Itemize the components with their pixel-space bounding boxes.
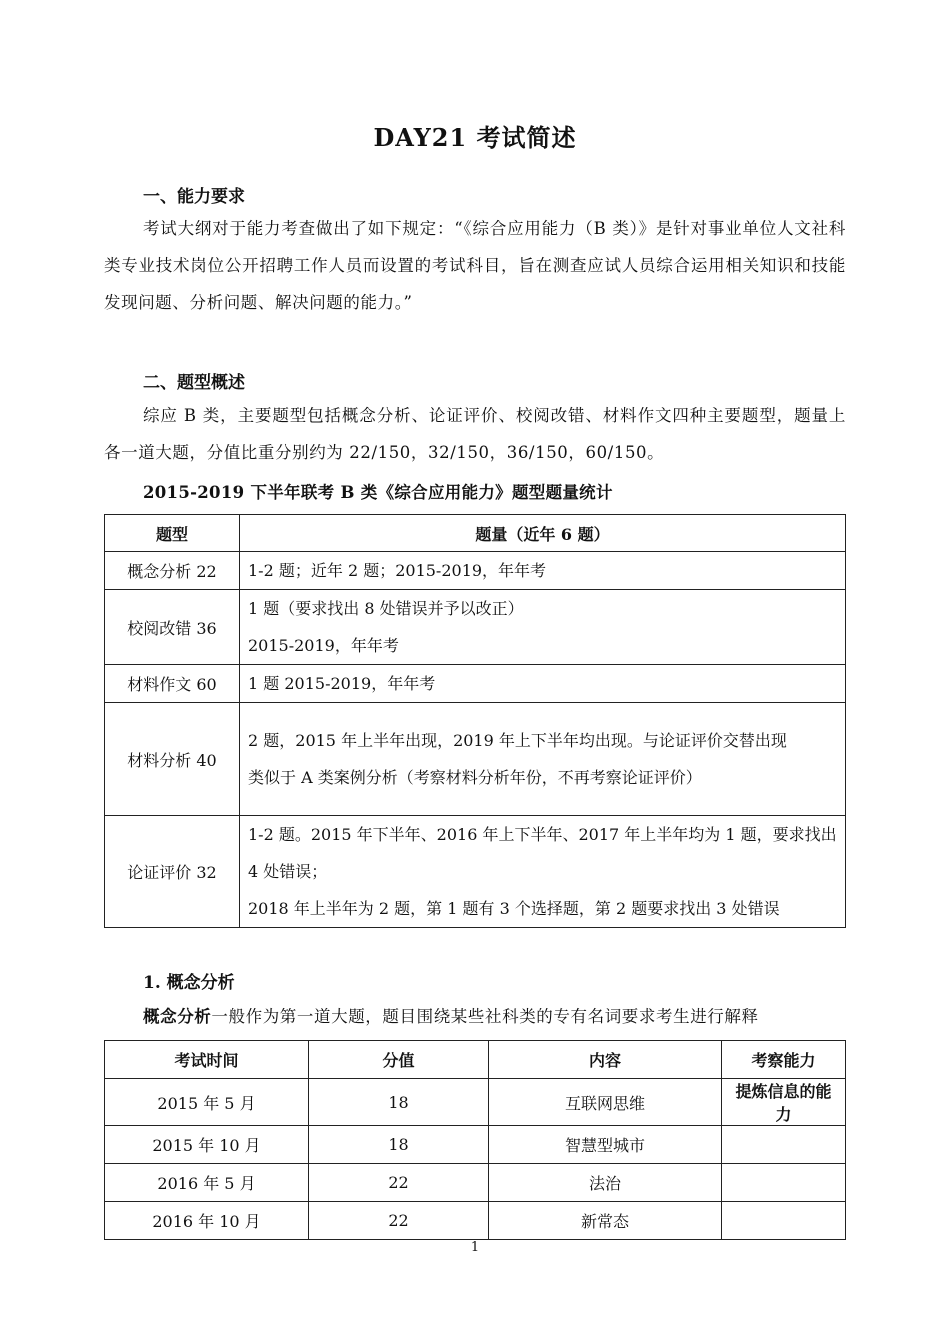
detail-line: 2015-2019，年年考 [248, 636, 399, 655]
ability-cell [722, 1126, 846, 1164]
type-cell: 论证评价 32 [105, 816, 240, 928]
lead-bold-text: 概念分析 [143, 1007, 212, 1026]
content-cell: 新常态 [489, 1202, 722, 1240]
section-heading-concept-analysis: 1. 概念分析 [143, 973, 235, 993]
concept-analysis-table [104, 1040, 846, 1240]
detail-cell [240, 552, 846, 590]
detail-line: 1-2 题；近年 2 题；2015-2019，年年考 [248, 561, 547, 580]
table-row [105, 590, 846, 665]
table-row [105, 1202, 846, 1240]
table-row [105, 552, 846, 590]
section-body-concept-analysis [104, 998, 846, 1035]
type-cell: 校阅改错 36 [105, 590, 240, 665]
table-row [105, 1126, 846, 1164]
question-type-table [104, 514, 846, 928]
date-cell: 2015 年 5 月 [105, 1079, 309, 1126]
header-cell: 考试时间 [105, 1041, 309, 1079]
date-cell: 2016 年 10 月 [105, 1202, 309, 1240]
detail-line: 2018 年上半年为 2 题，第 1 题有 3 个选择题，第 2 题要求找出 3 处错误 [248, 899, 780, 918]
table-caption: 2015-2019 下半年联考 B 类《综合应用能力》题型题量统计 [143, 483, 613, 502]
type-cell: 材料分析 40 [105, 703, 240, 816]
section-heading-ability: 一、能力要求 [143, 187, 245, 207]
detail-cell [240, 816, 846, 928]
detail-line: 1-2 题。2015 年下半年、2016 年上下半年、2017 年上半年均为 1 题，要求找出 4 处错误； [248, 825, 837, 881]
section-heading-question-types: 二、题型概述 [143, 373, 245, 393]
detail-cell [240, 703, 846, 816]
detail-line: 1 题（要求找出 8 处错误并予以改正） [248, 599, 524, 618]
header-cell: 题型 [105, 515, 240, 552]
table-row [105, 1164, 846, 1202]
header-cell: 题量（近年 6 题） [240, 515, 846, 552]
page-number: 1 [470, 1240, 480, 1255]
table-row [105, 665, 846, 703]
header-cell: 考察能力 [722, 1041, 846, 1079]
score-cell: 18 [309, 1126, 489, 1164]
score-cell: 22 [309, 1202, 489, 1240]
date-cell: 2016 年 5 月 [105, 1164, 309, 1202]
table-header-row [105, 515, 846, 552]
table-row [105, 816, 846, 928]
page-title: DAY21 考试简述 [373, 123, 577, 152]
header-cell: 内容 [489, 1041, 722, 1079]
detail-line: 类似于 A 类案例分析（考察材料分析年份，不再考察论证评价） [248, 768, 702, 787]
header-cell: 分值 [309, 1041, 489, 1079]
detail-cell [240, 665, 846, 703]
detail-cell [240, 590, 846, 665]
lead-rest-text: 一般作为第一道大题，题目围绕某些社科类的专有名词要求考生进行解释 [211, 1007, 759, 1026]
ability-cell: 提炼信息的能力 [722, 1079, 846, 1126]
type-cell: 概念分析 22 [105, 552, 240, 590]
score-cell: 22 [309, 1164, 489, 1202]
table-row [105, 703, 846, 816]
table-row [105, 1079, 846, 1126]
detail-line: 1 题 2015-2019，年年考 [248, 674, 436, 693]
content-cell: 智慧型城市 [489, 1126, 722, 1164]
score-cell: 18 [309, 1079, 489, 1126]
section-body-ability: 考试大纲对于能力考查做出了如下规定：“《综合应用能力（B 类）》是针对事业单位人文社科类专业技术岗位公开招聘工作人员而设置的考试科目，旨在测查应试人员综合运用相关知识和技能发现问题、分析问题、解决问题的能力。” [104, 219, 846, 312]
type-cell: 材料作文 60 [105, 665, 240, 703]
content-cell: 法治 [489, 1164, 722, 1202]
content-cell: 互联网思维 [489, 1079, 722, 1126]
detail-line: 2 题，2015 年上半年出现，2019 年上下半年均出现。与论证评价交替出现 [248, 731, 787, 750]
date-cell: 2015 年 10 月 [105, 1126, 309, 1164]
ability-cell [722, 1202, 846, 1240]
ability-cell [722, 1164, 846, 1202]
table-header-row [105, 1041, 846, 1079]
section-body-question-types: 综应 B 类，主要题型包括概念分析、论证评价、校阅改错、材料作文四种主要题型，题量上各一道大题，分值比重分别约为 22/150，32/150，36/150，60/150。 [104, 406, 846, 462]
